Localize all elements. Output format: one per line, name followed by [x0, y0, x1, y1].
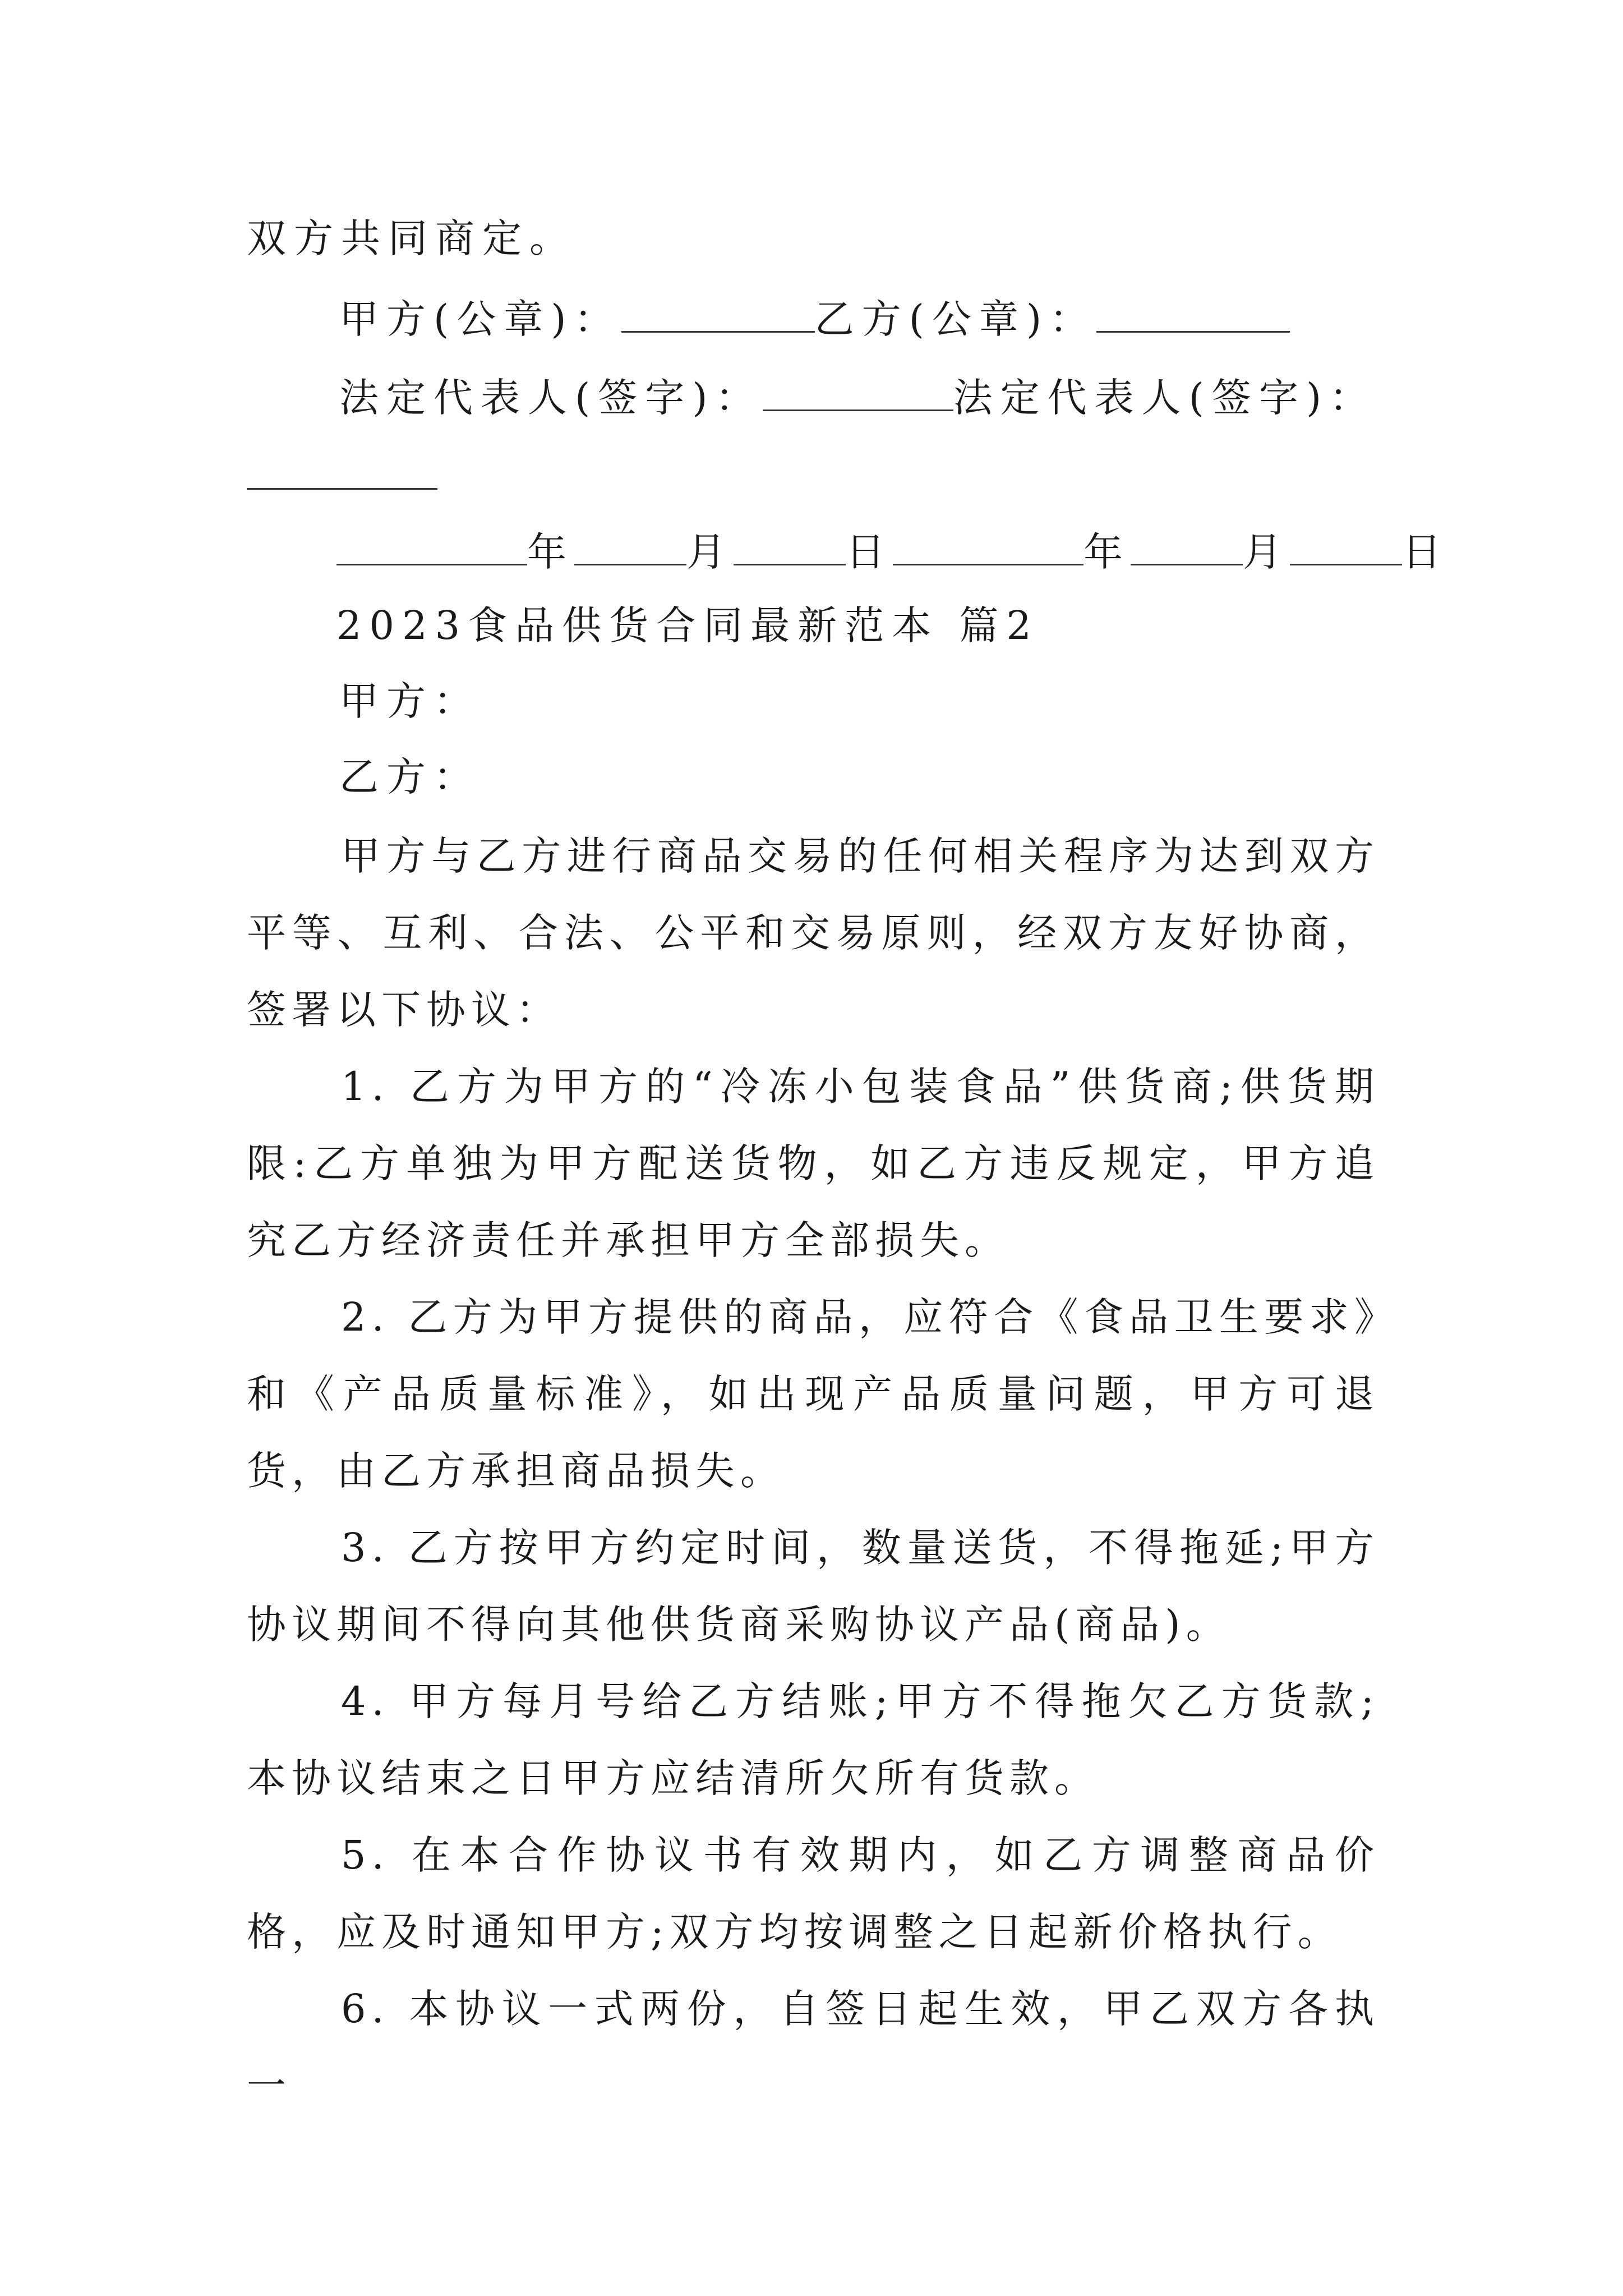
party-a-seal-label: 甲方(公章)： [339, 296, 621, 342]
legal-rep-b-blank [247, 449, 437, 490]
clause-2: 2. 乙方为甲方提供的商品，应符合《食品卫生要求》和《产品质量标准》，如出现产品质量问题，甲方可退货，由乙方承担商品损失。 [247, 1294, 1380, 1494]
seal-line [339, 292, 1290, 344]
party-b-label: 乙方： [339, 754, 481, 800]
legal-rep-line [339, 370, 1376, 423]
clause-1: 1. 乙方为甲方的“冷冻小包装食品”供货商;供货期限:乙方单独为甲方配送货物，如乙方违反规定，甲方追究乙方经济责任并承担甲方全部损失。 [247, 1064, 1380, 1263]
clause-5: 5. 在本合作协议书有效期内，如乙方调整商品价格，应及时通知甲方;双方均按调整之日起新价格执行。 [247, 1832, 1380, 1955]
day-a-label: 日 [846, 529, 893, 575]
legal-rep-a-blank [763, 370, 953, 411]
day-b-label: 日 [1402, 529, 1449, 575]
legal-rep-b-label: 法定代表人(签字)： [953, 375, 1377, 421]
preamble-paragraph: 甲方与乙方进行商品交易的任何相关程序为达到双方平等、互利、合法、公平和交易原则，经双方友好协商，签署以下协议： [247, 833, 1380, 1033]
year-a-blank [336, 524, 527, 565]
section-title: 2023食品供货合同最新范本 篇2 [336, 602, 1039, 648]
party-b-seal-label: 乙方(公章)： [814, 296, 1097, 342]
party-a-seal-blank [621, 292, 815, 333]
day-b-blank [1290, 524, 1402, 565]
year-b-label: 年 [1083, 529, 1131, 575]
clause-3: 3. 乙方按甲方约定时间，数量送货，不得拖延;甲方协议期间不得向其他供货商采购协议产品(商品)。 [247, 1525, 1380, 1648]
party-b-seal-blank [1096, 292, 1290, 333]
month-a-blank [574, 524, 686, 565]
agreement-body [247, 818, 1380, 2124]
month-b-blank [1131, 524, 1243, 565]
year-b-blank [893, 524, 1083, 565]
clause-4: 4. 甲方每月号给乙方结账;甲方不得拖欠乙方货款;本协议结束之日甲方应结清所欠所有货款。 [247, 1678, 1380, 1801]
party-a-label: 甲方： [339, 678, 481, 724]
intro-tail-text: 双方共同商定。 [247, 215, 577, 261]
clause-6: 6. 本协议一式两份，自签日起生效，甲乙双方各执一 [247, 1986, 1380, 2109]
month-a-label: 月 [686, 529, 734, 575]
day-a-blank [734, 524, 846, 565]
date-line [336, 524, 1449, 577]
legal-rep-a-label: 法定代表人(签字)： [339, 375, 763, 421]
month-b-label: 月 [1243, 529, 1290, 575]
year-a-label: 年 [527, 529, 574, 575]
legal-rep-b-blank-line [247, 449, 437, 501]
